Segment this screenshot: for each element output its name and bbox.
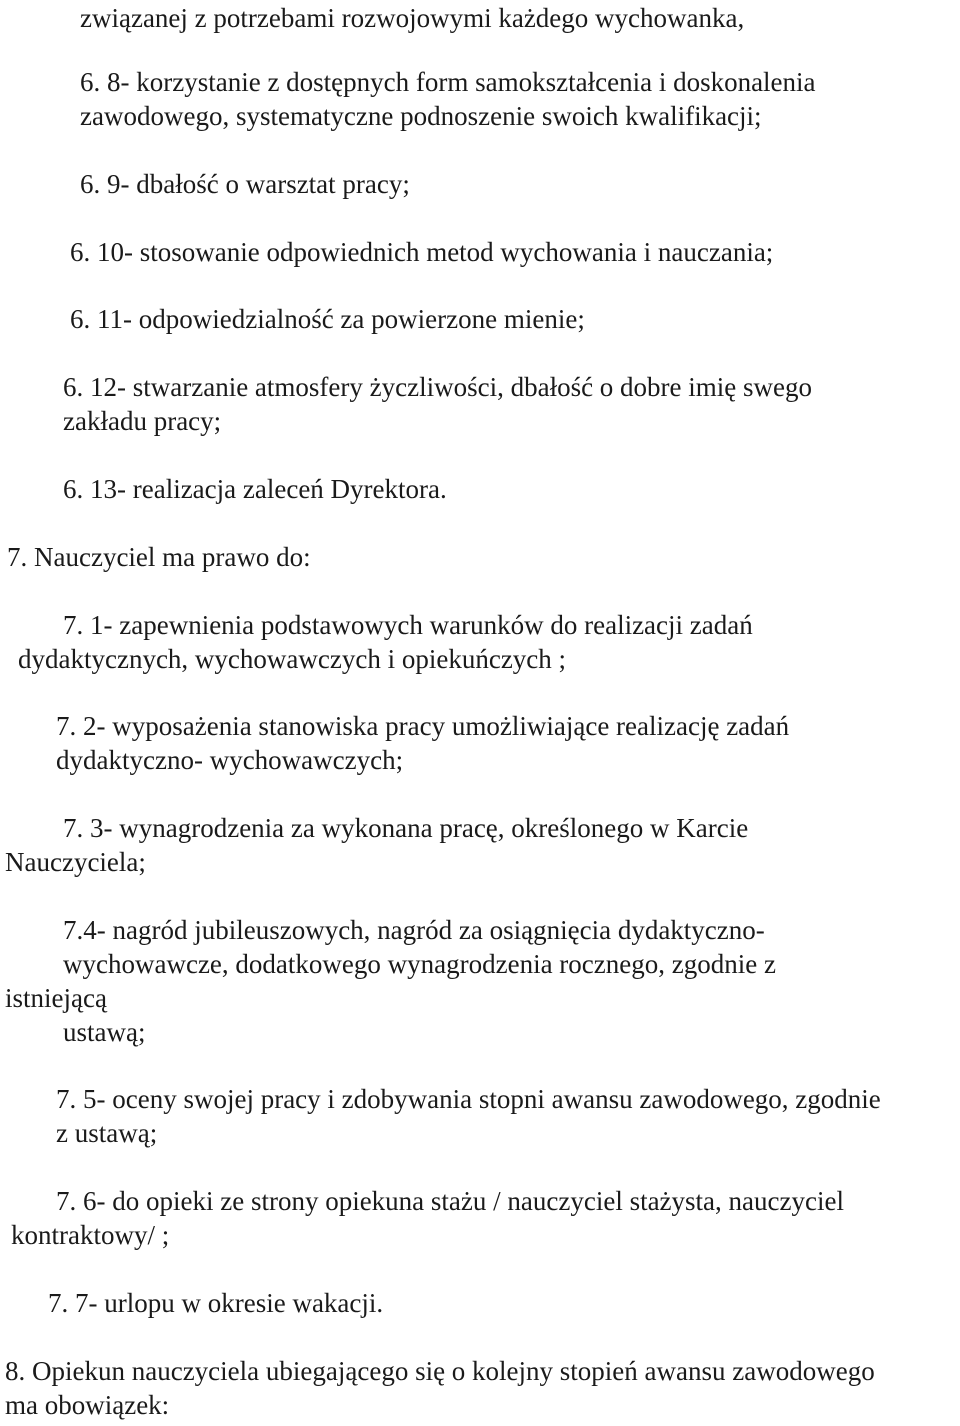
text-line: Nauczyciela; (5, 847, 146, 877)
text-line: ma obowiązek: (5, 1390, 170, 1420)
text-line: dydaktyczno- wychowawczych; (56, 745, 404, 775)
text-line: 7.4- nagród jubileuszowych, nagród za osiągnięcia dydaktyczno- (63, 915, 765, 945)
text-line: zakładu pracy; (63, 406, 222, 436)
text-line: 7. 3- wynagrodzenia za wykonana pracę, określonego w Karcie (63, 813, 749, 843)
text-line: istniejącą (5, 983, 107, 1013)
text-line: 6. 13- realizacja zaleceń Dyrektora. (63, 474, 447, 504)
text-line: 7. 5- oceny swojej pracy i zdobywania stopni awansu zawodowego, zgodnie (56, 1084, 881, 1114)
text-line: 6. 8- korzystanie z dostępnych form samokształcenia i doskonalenia (80, 67, 816, 97)
text-line: wychowawcze, dodatkowego wynagrodzenia rocznego, zgodnie z (63, 949, 776, 979)
section-heading: 8. Opiekun nauczyciela ubiegającego się o kolejny stopień awansu zawodowego (5, 1356, 875, 1386)
text-line: 6. 9- dbałość o warsztat pracy; (80, 169, 410, 199)
text-line: 7. 2- wyposażenia stanowiska pracy umożliwiające realizację zadań (56, 711, 790, 741)
section-heading: 7. Nauczyciel ma prawo do: (7, 542, 311, 572)
text-line: 6. 11- odpowiedzialność za powierzone mienie; (70, 304, 585, 334)
text-line: 7. 7- urlopu w okresie wakacji. (48, 1288, 384, 1318)
text-line: 7. 6- do opieki ze strony opiekuna stażu / nauczyciel stażysta, nauczyciel (56, 1186, 844, 1216)
text-line: 7. 1- zapewnienia podstawowych warunków do realizacji zadań (63, 610, 753, 640)
text-line: z ustawą; (56, 1118, 158, 1148)
text-line: 6. 10- stosowanie odpowiednich metod wychowania i nauczania; (70, 237, 774, 267)
text-line: kontraktowy/ ; (11, 1220, 170, 1250)
text-line: związanej z potrzebami rozwojowymi każdego wychowanka, (80, 3, 745, 33)
text-line: 6. 12- stwarzanie atmosfery życzliwości, dbałość o dobre imię swego (63, 372, 813, 402)
text-line: zawodowego, systematyczne podnoszenie swoich kwalifikacji; (80, 101, 762, 131)
text-line: ustawą; (63, 1017, 146, 1047)
text-line: dydaktycznych, wychowawczych i opiekuńczych ; (18, 644, 567, 674)
